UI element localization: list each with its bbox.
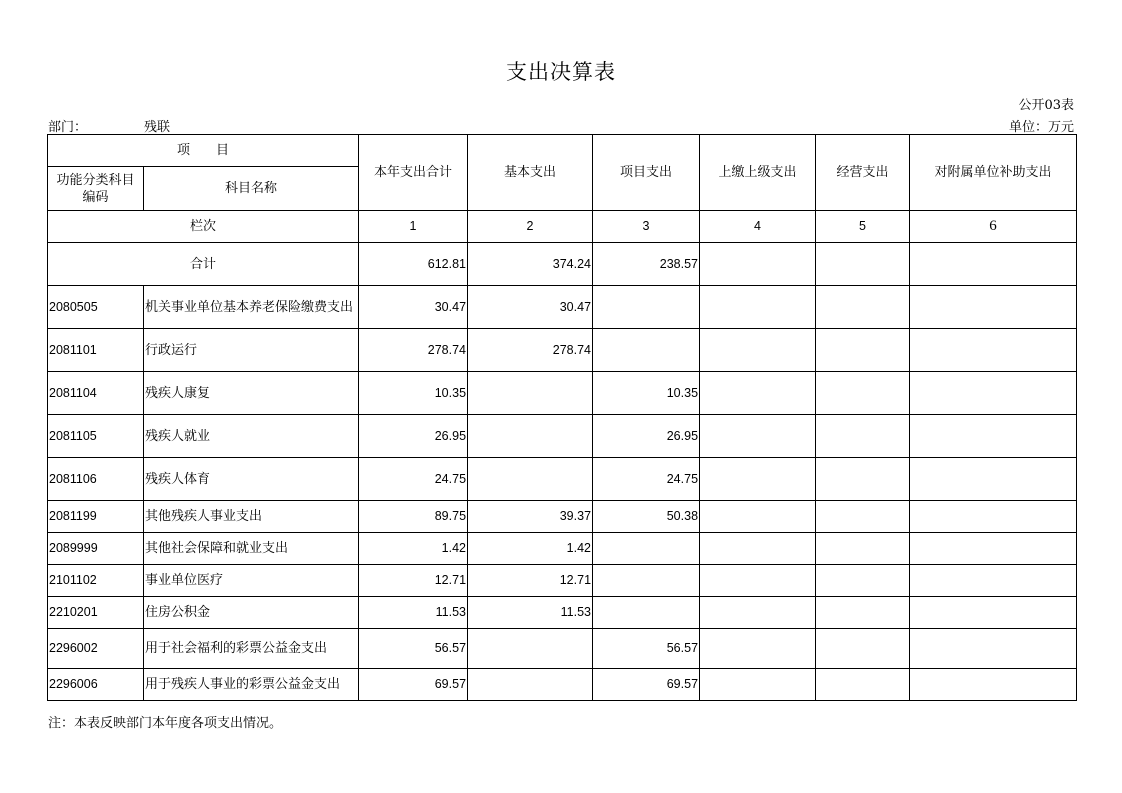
row-upper (700, 597, 816, 629)
row-code: 2081101 (48, 329, 144, 372)
row-basic (468, 415, 593, 458)
header-project: 项 目 (48, 135, 359, 167)
table-row (48, 565, 1077, 597)
total-row-project: 238.57 (593, 243, 700, 286)
row-upper (700, 565, 816, 597)
row-name: 用于残疾人事业的彩票公益金支出 (144, 669, 359, 701)
row-business (816, 415, 910, 458)
row-project: 26.95 (593, 415, 700, 458)
table-row (48, 415, 1077, 458)
row-business (816, 533, 910, 565)
row-subsidy (910, 372, 1077, 415)
row-business (816, 501, 910, 533)
row-subsidy (910, 629, 1077, 669)
row-total: 278.74 (359, 329, 468, 372)
unit-label: 单位：万元 (1008, 120, 1074, 135)
row-total: 1.42 (359, 533, 468, 565)
row-project: 56.57 (593, 629, 700, 669)
row-code: 2089999 (48, 533, 144, 565)
column-index-2: 2 (468, 211, 593, 243)
row-upper (700, 458, 816, 501)
row-name: 住房公积金 (144, 597, 359, 629)
table-row (48, 669, 1077, 701)
table-row (48, 629, 1077, 669)
row-basic: 39.37 (468, 501, 593, 533)
row-project: 24.75 (593, 458, 700, 501)
table-row (48, 329, 1077, 372)
row-subsidy (910, 501, 1077, 533)
row-upper (700, 415, 816, 458)
row-business (816, 329, 910, 372)
total-row-upper (700, 243, 816, 286)
row-project (593, 533, 700, 565)
column-index-5: 5 (816, 211, 910, 243)
row-code: 2210201 (48, 597, 144, 629)
row-total: 12.71 (359, 565, 468, 597)
total-row-business (816, 243, 910, 286)
row-subsidy (910, 669, 1077, 701)
column-index-1: 1 (359, 211, 468, 243)
row-name: 其他社会保障和就业支出 (144, 533, 359, 565)
row-project: 10.35 (593, 372, 700, 415)
column-index-3: 3 (593, 211, 700, 243)
row-total: 10.35 (359, 372, 468, 415)
row-name: 残疾人体育 (144, 458, 359, 501)
row-code: 2081199 (48, 501, 144, 533)
total-row-label: 合计 (48, 243, 359, 286)
row-name: 事业单位医疗 (144, 565, 359, 597)
row-name: 行政运行 (144, 329, 359, 372)
header-project-expenditure: 项目支出 (593, 135, 700, 211)
row-name: 机关事业单位基本养老保险缴费支出 (144, 286, 359, 329)
row-upper (700, 533, 816, 565)
row-total: 24.75 (359, 458, 468, 501)
row-business (816, 458, 910, 501)
expenditure-table (47, 134, 1077, 701)
row-basic (468, 629, 593, 669)
row-code: 2081104 (48, 372, 144, 415)
row-name: 残疾人康复 (144, 372, 359, 415)
row-code: 2101102 (48, 565, 144, 597)
row-upper (700, 286, 816, 329)
row-upper (700, 372, 816, 415)
table-row (48, 533, 1077, 565)
row-subsidy (910, 458, 1077, 501)
row-total: 69.57 (359, 669, 468, 701)
row-project (593, 565, 700, 597)
total-row-basic: 374.24 (468, 243, 593, 286)
row-total: 30.47 (359, 286, 468, 329)
row-code: 2296006 (48, 669, 144, 701)
header-total: 本年支出合计 (359, 135, 468, 211)
row-code: 2080505 (48, 286, 144, 329)
row-project: 69.57 (593, 669, 700, 701)
row-subsidy (910, 286, 1077, 329)
row-basic: 278.74 (468, 329, 593, 372)
row-total: 26.95 (359, 415, 468, 458)
row-upper (700, 629, 816, 669)
row-basic: 11.53 (468, 597, 593, 629)
row-upper (700, 501, 816, 533)
table-row (48, 458, 1077, 501)
row-basic (468, 669, 593, 701)
row-project (593, 597, 700, 629)
row-upper (700, 669, 816, 701)
row-project (593, 286, 700, 329)
header-upper: 上缴上级支出 (700, 135, 816, 211)
row-basic: 1.42 (468, 533, 593, 565)
table-row (48, 372, 1077, 415)
row-business (816, 565, 910, 597)
row-basic: 12.71 (468, 565, 593, 597)
column-index-4: 4 (700, 211, 816, 243)
row-code: 2081106 (48, 458, 144, 501)
row-subsidy (910, 597, 1077, 629)
row-code: 2296002 (48, 629, 144, 669)
row-business (816, 372, 910, 415)
department-value: 残联 (144, 120, 171, 135)
row-upper (700, 329, 816, 372)
row-business (816, 629, 910, 669)
row-business (816, 597, 910, 629)
row-project: 50.38 (593, 501, 700, 533)
row-total: 89.75 (359, 501, 468, 533)
page-title: 支出决算表 (506, 60, 616, 84)
row-subsidy (910, 329, 1077, 372)
column-index-label: 栏次 (48, 211, 359, 243)
row-name: 用于社会福利的彩票公益金支出 (144, 629, 359, 669)
footnote: 注：本表反映部门本年度各项支出情况。 (48, 716, 283, 731)
column-index-6: 6 (910, 211, 1077, 243)
row-basic (468, 372, 593, 415)
department-label: 部门： (48, 120, 88, 135)
header-basic: 基本支出 (468, 135, 593, 211)
header-subsidy: 对附属单位补助支出 (910, 135, 1077, 211)
header-subject-name: 科目名称 (144, 167, 359, 211)
form-code: 公开03表 (1018, 98, 1074, 113)
table-row (48, 286, 1077, 329)
row-name: 其他残疾人事业支出 (144, 501, 359, 533)
row-basic (468, 458, 593, 501)
total-row-subsidy (910, 243, 1077, 286)
row-subsidy (910, 533, 1077, 565)
row-business (816, 669, 910, 701)
table-row (48, 501, 1077, 533)
row-business (816, 286, 910, 329)
row-project (593, 329, 700, 372)
row-total: 11.53 (359, 597, 468, 629)
row-subsidy (910, 415, 1077, 458)
row-basic: 30.47 (468, 286, 593, 329)
row-name: 残疾人就业 (144, 415, 359, 458)
row-subsidy (910, 565, 1077, 597)
total-row-total: 612.81 (359, 243, 468, 286)
row-total: 56.57 (359, 629, 468, 669)
header-func-code: 功能分类科目编码 (48, 167, 144, 211)
row-code: 2081105 (48, 415, 144, 458)
table-row (48, 597, 1077, 629)
header-business: 经营支出 (816, 135, 910, 211)
